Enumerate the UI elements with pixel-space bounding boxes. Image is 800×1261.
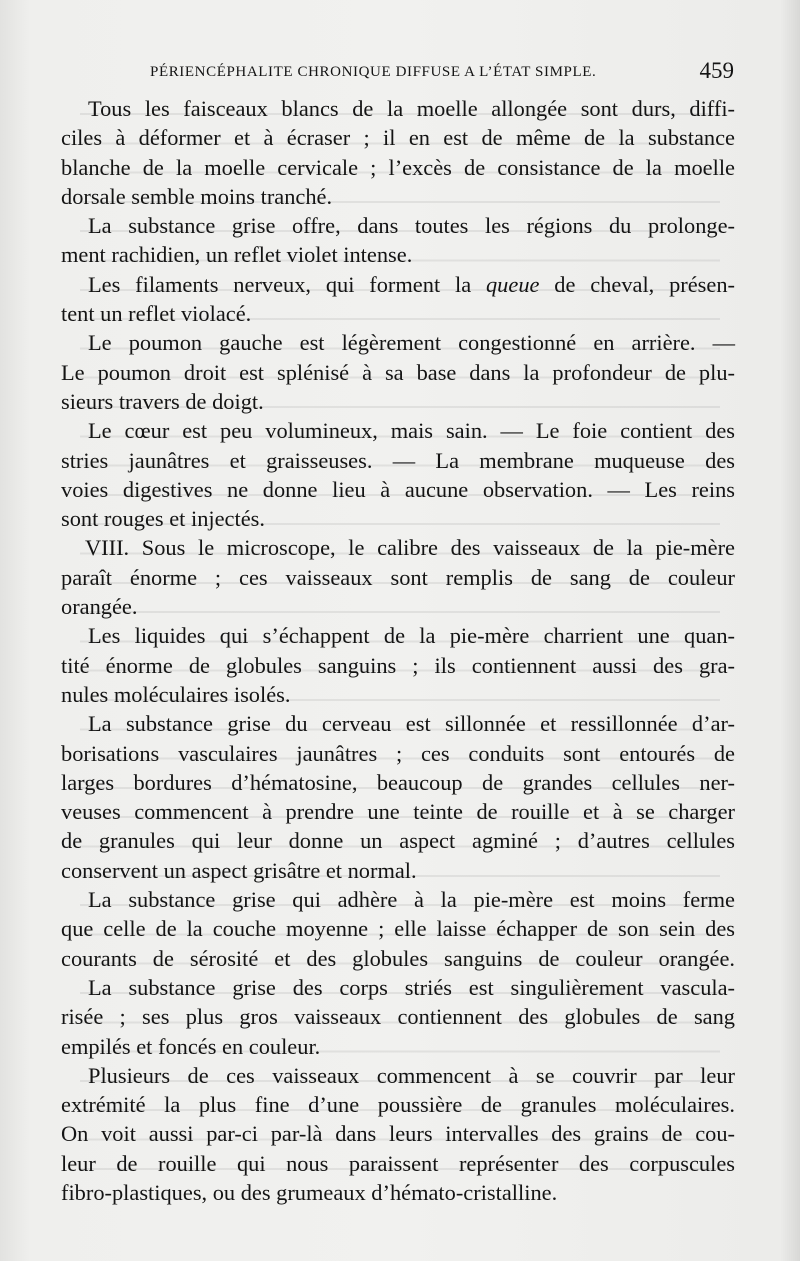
text-line: Plusieurs de ces vaisseaux commencent à se couvrir par leur (88, 1062, 735, 1088)
body-text (61, 94, 735, 1207)
text-line: Les liquides qui s’échappent de la pie-mère charrient une quan- (88, 623, 735, 649)
text-line: ment rachidien, un reflet violet intense. (61, 242, 413, 268)
text-line: ciles à déformer et à écraser ; il en est de même de la substance (61, 125, 735, 151)
text-line: On voit aussi par-ci par-là dans leurs intervalles des grains de cou- (61, 1121, 735, 1147)
text-line: courants de sérosité et des globules sanguins de couleur orangée. (61, 945, 735, 971)
text-line: veuses commencent à prendre une teinte de rouille et à se charger (61, 799, 735, 825)
text-line: stries jaunâtres et graisseuses. — La membrane muqueuse des (61, 447, 735, 473)
text-line: de granules qui leur donne un aspect agminé ; d’autres cellules (61, 828, 735, 854)
text-line: orangée. (61, 594, 138, 620)
text-line: blanche de la moelle cervicale ; l’excès de consistance de la moelle (61, 154, 735, 180)
text-line: Le cœur est peu volumineux, mais sain. — Le foie contient des (88, 418, 735, 444)
text-line: La substance grise qui adhère à la pie-mère est moins ferme (88, 887, 735, 913)
text-line: que celle de la couche moyenne ; elle laisse échapper de son sein des (61, 916, 735, 942)
text-line: VIII. Sous le microscope, le calibre des vaisseaux de la pie-mère (85, 535, 735, 561)
text-line: leur de rouille qui nous paraissent représenter des corpuscules (61, 1150, 735, 1176)
text-line: voies digestives ne donne lieu à aucune observation. — Les reins (61, 476, 735, 502)
text-line: conservent un aspect grisâtre et normal. (61, 857, 417, 883)
text-line: dorsale semble moins tranché. (61, 183, 333, 209)
text-line: Le poumon droit est splénisé à sa base dans la profondeur de plu- (61, 359, 735, 385)
text-line: tité énorme de globules sanguins ; ils contiennent aussi des gra- (61, 652, 735, 678)
text-line: nules moléculaires isolés. (61, 681, 291, 707)
text-line: sont rouges et injectés. (61, 506, 265, 532)
text-line: La substance grise offre, dans toutes les régions du prolonge- (88, 213, 735, 239)
text-line: fibro-plastiques, ou des grumeaux d’hémato-cristalline. (61, 1179, 558, 1205)
text-line: risée ; ses plus gros vaisseaux contiennent des globules de sang (61, 1004, 735, 1030)
text-line: borisations vasculaires jaunâtres ; ces conduits sont entourés de (61, 740, 735, 766)
italic-word: queue (485, 271, 540, 297)
text-line: Les filaments nerveux, qui forment la queue de cheval, présen- (88, 271, 735, 297)
text-line: La substance grise des corps striés est singulièrement vascula- (88, 974, 735, 1000)
text-line: paraît énorme ; ces vaisseaux sont remplis de sang de couleur (61, 564, 735, 590)
running-title: PÉRIENCÉPHALITE CHRONIQUE DIFFUSE A L’ÉTAT SIMPLE. (150, 64, 597, 80)
text-line: sieurs travers de doigt. (61, 388, 264, 414)
text-line: empilés et foncés en couleur. (61, 1033, 321, 1059)
text-line: larges bordures d’hématosine, beaucoup de grandes cellules ner- (61, 769, 735, 795)
text-line: La substance grise du cerveau est sillonnée et ressillonnée d’ar- (88, 711, 735, 737)
text-line: extrémité la plus fine d’une poussière de granules moléculaires. (61, 1092, 735, 1118)
page-number: 459 (699, 58, 734, 83)
text-line: Le poumon gauche est légèrement congestionné en arrière. — (88, 330, 735, 356)
text-line: tent un reflet violacé. (61, 301, 252, 327)
page-header (60, 58, 738, 86)
text-line: Tous les faisceaux blancs de la moelle allongée sont durs, diffi- (88, 96, 735, 121)
